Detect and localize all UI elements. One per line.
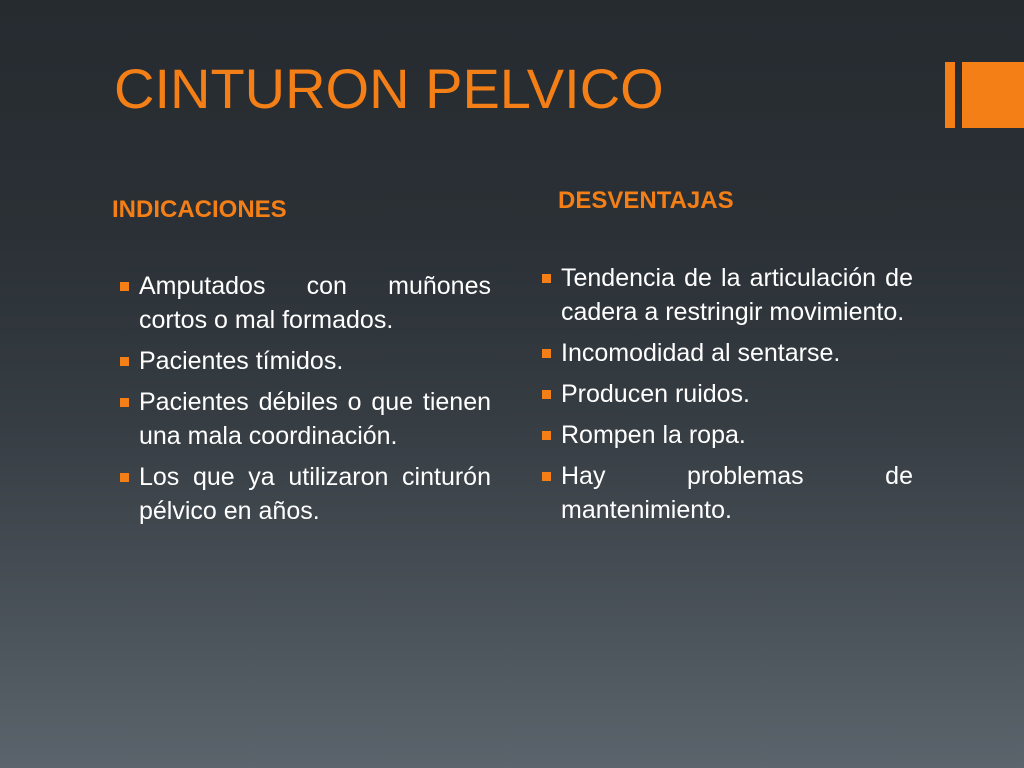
list-item-text: Amputados con muñones cortos o mal formados. bbox=[139, 272, 491, 334]
list-item bbox=[540, 459, 913, 527]
list-item-text: Los que ya utilizaron cinturón pélvico en años. bbox=[139, 463, 491, 525]
decorative-bar-thick bbox=[962, 62, 1024, 128]
square-bullet-icon bbox=[120, 398, 129, 407]
desventajas-list bbox=[540, 261, 913, 534]
list-item bbox=[118, 385, 491, 453]
indicaciones-list bbox=[118, 269, 491, 535]
decorative-bar-thin bbox=[945, 62, 955, 128]
list-item bbox=[118, 269, 491, 337]
list-item-text: Tendencia de la articulación de cadera a restringir movimiento. bbox=[561, 264, 913, 326]
list-item bbox=[540, 418, 913, 452]
indicaciones-heading: INDICACIONES bbox=[112, 196, 287, 223]
square-bullet-icon bbox=[120, 473, 129, 482]
slide-title: CINTURON PELVICO bbox=[114, 57, 664, 120]
list-item bbox=[540, 261, 913, 329]
list-item-text: Pacientes tímidos. bbox=[139, 347, 344, 375]
list-item bbox=[540, 336, 913, 370]
desventajas-heading: DESVENTAJAS bbox=[558, 187, 734, 214]
list-item-text: Hay problemas de mantenimiento. bbox=[561, 462, 913, 524]
square-bullet-icon bbox=[120, 282, 129, 291]
square-bullet-icon bbox=[542, 274, 551, 283]
square-bullet-icon bbox=[542, 472, 551, 481]
square-bullet-icon bbox=[542, 390, 551, 399]
list-item-text: Producen ruidos. bbox=[561, 380, 751, 408]
list-item bbox=[118, 460, 491, 528]
square-bullet-icon bbox=[542, 349, 551, 358]
square-bullet-icon bbox=[120, 357, 129, 366]
list-item-text: Pacientes débiles o que tienen una mala coordinación. bbox=[139, 388, 491, 450]
list-item bbox=[118, 344, 491, 378]
square-bullet-icon bbox=[542, 431, 551, 440]
list-item-text: Incomodidad al sentarse. bbox=[561, 339, 841, 367]
list-item-text: Rompen la ropa. bbox=[561, 421, 746, 449]
list-item bbox=[540, 377, 913, 411]
